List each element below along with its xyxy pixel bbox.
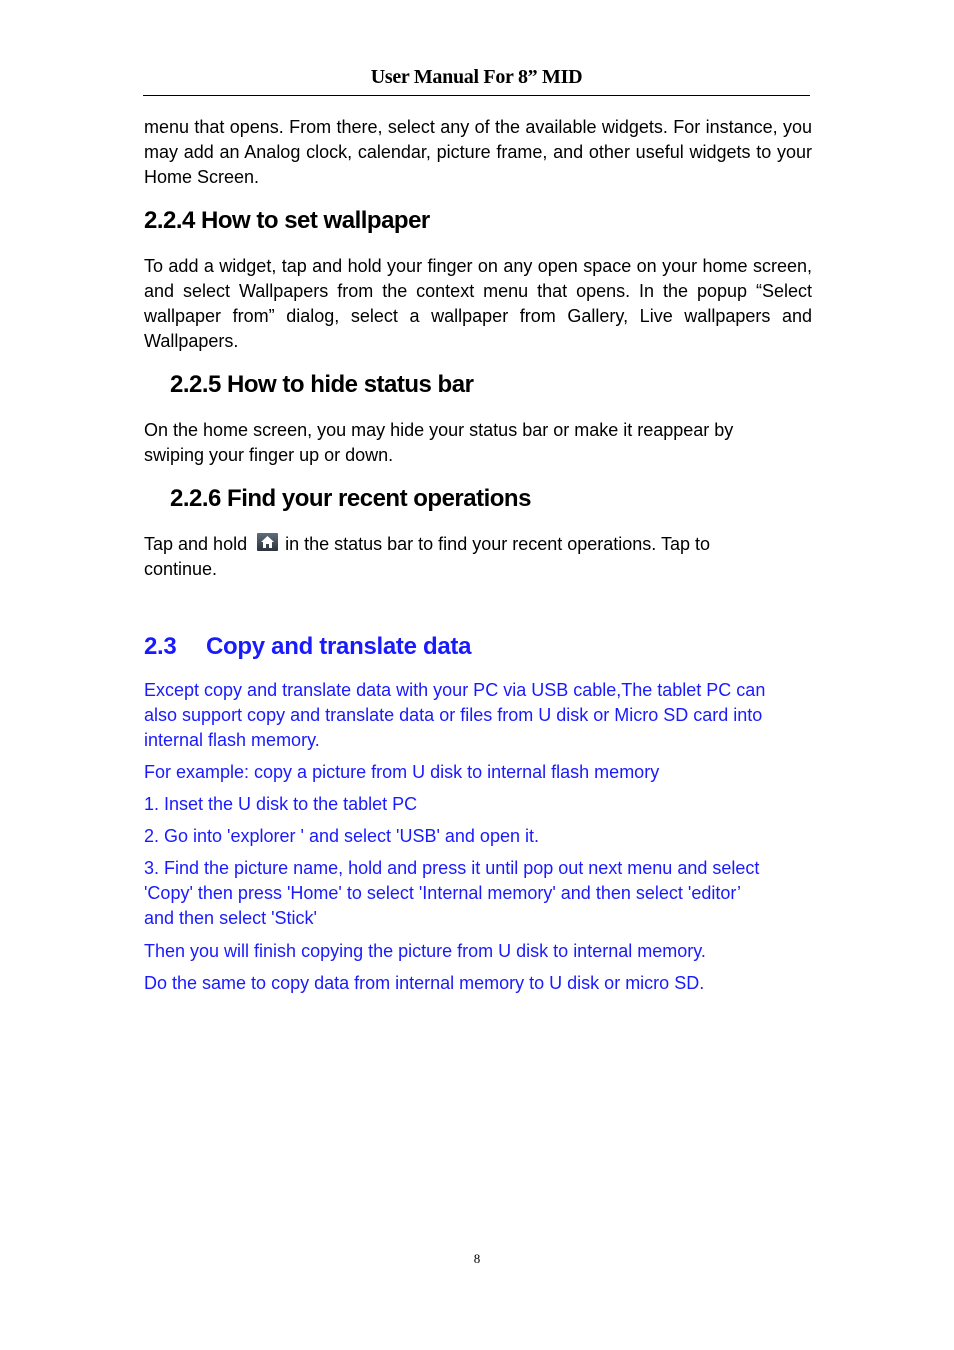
copy-intro-line2: also support copy and translate data or files from U disk or Micro SD card into — [144, 705, 763, 725]
heading-hide-status-bar: 2.2.5 How to hide status bar — [170, 371, 474, 398]
home-icon — [257, 533, 278, 551]
paragraph-hide-status-bar-line1: On the home screen, you may hide your status bar or make it reappear by — [144, 420, 734, 440]
heading-set-wallpaper: 2.2.4 How to set wallpaper — [144, 207, 430, 234]
copy-same: Do the same to copy data from internal memory to U disk or micro SD. — [144, 973, 705, 993]
copy-step-3-line3: and then select 'Stick' — [144, 908, 317, 928]
page-content — [144, 115, 812, 996]
copy-intro-line3: internal flash memory. — [144, 730, 320, 750]
section-number: 2.3 — [144, 633, 177, 660]
section-title: Copy and translate data — [206, 633, 472, 660]
paragraph-recent-operations-line2: continue. — [144, 559, 218, 579]
heading-recent-operations: 2.2.6 Find your recent operations — [170, 485, 531, 512]
copy-finish: Then you will finish copying the picture from U disk to internal memory. — [144, 941, 706, 961]
recent-operations-text-before: Tap and hold — [144, 534, 248, 554]
copy-step-3-line2: 'Copy' then press 'Home' to select 'Internal memory' and then select 'editor’ — [144, 883, 742, 903]
paragraph-hide-status-bar-line2: swiping your finger up or down. — [144, 445, 394, 465]
intro-paragraph: menu that opens. From there, select any of the available widgets. For instance, you may add an Analog clock, calendar, picture frame, and other useful widgets to your Home Screen. — [144, 117, 812, 187]
copy-intro-line1: Except copy and translate data with your PC via USB cable,The tablet PC can — [144, 680, 766, 700]
recent-operations-text-after: in the status bar to find your recent operations. Tap to — [285, 534, 711, 554]
copy-translate-body — [144, 678, 812, 996]
header-rule — [143, 95, 810, 96]
paragraph-set-wallpaper: To add a widget, tap and hold your finger on any open space on your home screen, and select Wallpapers from the context menu that opens. In the popup “Select wallpaper from” dialog, select a wallpaper from Gallery, Live wallpapers and Wallpapers. — [144, 256, 812, 351]
paragraph-recent-operations-line1 — [144, 532, 812, 557]
copy-example: For example: copy a picture from U disk to internal flash memory — [144, 762, 660, 782]
section-heading-copy-translate — [144, 632, 812, 662]
running-header: User Manual For 8” MID — [370, 66, 583, 88]
copy-step-1: 1. Inset the U disk to the tablet PC — [144, 794, 418, 814]
copy-step-3-line1: 3. Find the picture name, hold and press it until pop out next menu and select — [144, 858, 760, 878]
page-number: 8 — [473, 1251, 481, 1266]
copy-step-2: 2. Go into 'explorer ' and select 'USB' and open it. — [144, 826, 539, 846]
